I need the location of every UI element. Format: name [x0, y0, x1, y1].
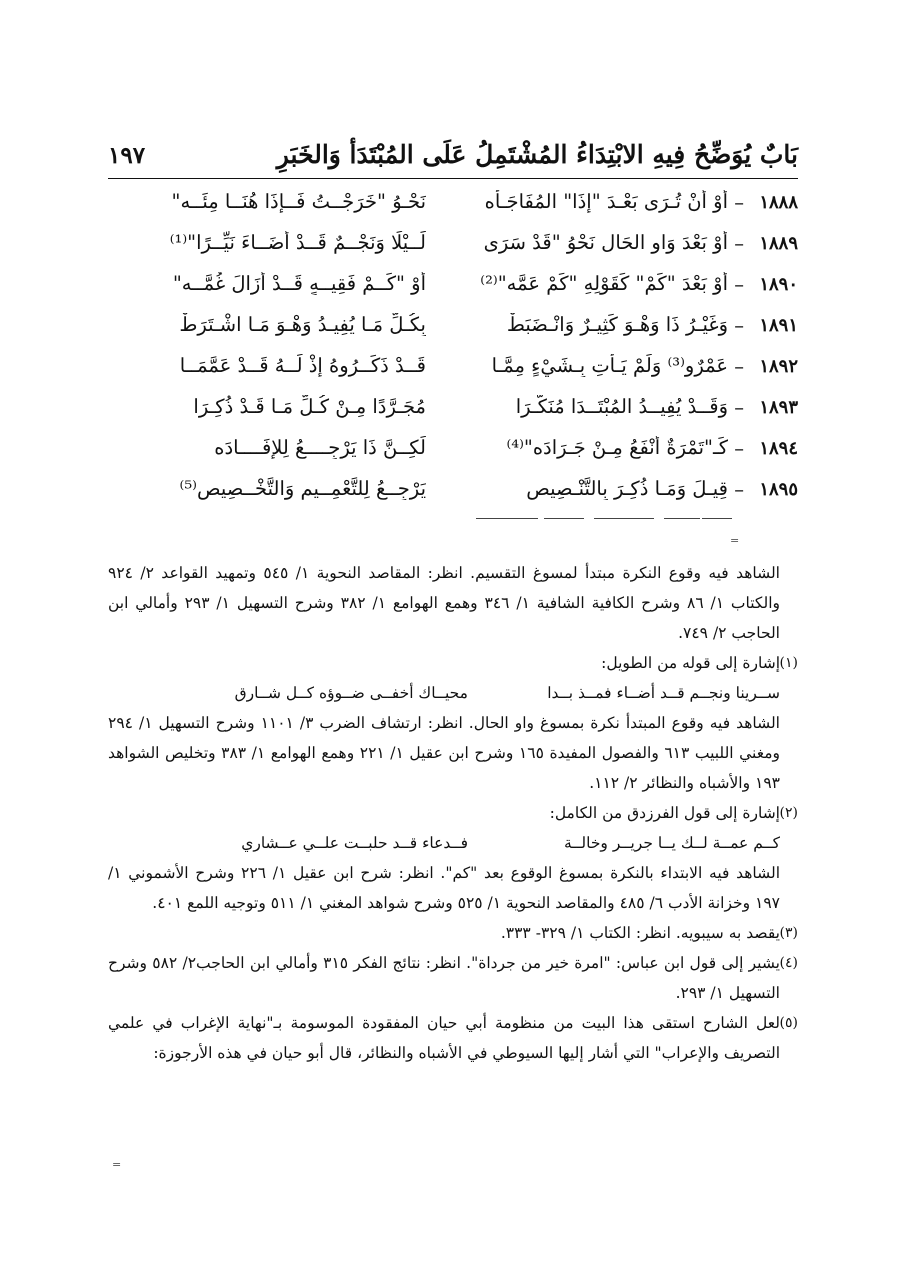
verse-first-hemistich: أَوْ أَنْ تُـرَى بَعْـدَ "إِذَا" المُفَاجَـأَه — [484, 190, 728, 213]
verse-number: ١٨٩٣ — [759, 397, 798, 418]
footnote-text: يشير إلى قول ابن عباس: "امرة خير من جرداة". انظر: نتائج الفكر ٣١٥ وأمالي ابن الحاجب٢/ ٥٨٢ وشرح التسهيل ١/ ٢٩٣. — [108, 954, 780, 1002]
footnote-poem — [108, 828, 798, 858]
footnote-2-body — [108, 858, 798, 918]
separator-segment — [476, 518, 538, 519]
verse-first-hemistich: كَـ"تَمْرَةٌ أَنْفَعُ مِـنْ جَـرَادَه"⁽⁴⁾ — [506, 436, 728, 459]
footnote-number: (٢) — [779, 805, 798, 821]
footnote-text: يقصد به سيبويه. انظر: الكتاب ١/ ٣٢٩- ٣٣٣. — [500, 924, 780, 942]
verse-dash: – — [734, 437, 744, 460]
verse-second-hemistich: بِكُـلِّ مَـا يُفِيـدُ وَهْـوَ مَـا اشْـتَرَطْ — [179, 313, 426, 336]
footnote-1 — [108, 648, 798, 678]
verse-second-hemistich: نَحْـوُ "خَرَجْــتُ فَــإِذَا هُنَــا مِئَــه" — [171, 190, 426, 213]
poem-second-hemistich: محيــاك أخفــى ضــوؤه كــل شــارق — [234, 684, 468, 702]
verse-number: ١٨٨٨ — [759, 192, 798, 213]
page-number: ١٩٧ — [108, 142, 146, 169]
footnote-continuation — [108, 558, 798, 648]
verse-number: ١٨٩٥ — [759, 479, 798, 500]
footnote-number: (١) — [779, 655, 798, 671]
footnote-2 — [108, 798, 798, 828]
footnote-text: الشاهد فيه وقوع النكرة مبتدأ لمسوغ التقسيم. انظر: المقاصد النحوية ١/ ٥٤٥ وتمهيد القواعد ٢/ ٩٢٤ والكتاب ١/ ٨٦ وشرح الكافية الشافية ١/ ٣٤٦ وهمع الهوامع ١/ ٣٨٢ وشرح التسهيل ١/ ٢٩٣ وأمالي ابن الحاجب ٢/ ٧٤٩. — [108, 564, 780, 642]
poem-first-hemistich: ســرينا ونجــم قــد أضــاء فمــذ بــدا — [547, 684, 780, 702]
verse-number: ١٨٩٠ — [759, 274, 798, 295]
verse-first-hemistich: وَقَــدْ يُفِيــدُ المُبْتَــدَا مُنَكَّـرَا — [515, 395, 728, 418]
verse-dash: – — [734, 273, 744, 296]
verse-second-hemistich: يَرْجِــعُ لِلتَّعْمِــيمِ وَالتَّخْــصِيصِ⁽⁵⁾ — [179, 477, 426, 500]
separator-segment — [664, 518, 700, 519]
verse-line — [108, 268, 798, 309]
verse-first-hemistich: قِيـلَ وَمَـا ذُكِـرَ بِالتَّنْـصِيصِ — [526, 477, 728, 500]
verse-dash: – — [734, 355, 744, 378]
footnote-1-body — [108, 708, 798, 798]
running-header — [108, 140, 798, 180]
verse-line — [108, 350, 798, 391]
footnote-number: (٥) — [779, 1015, 798, 1031]
separator-segment — [544, 518, 584, 519]
verse-first-hemistich: وَغَيْـرُ ذَا وَهْـوَ كَثِيـرٌ وَانْـضَبَطْ — [506, 313, 728, 336]
footnotes — [108, 558, 798, 1068]
poem-first-hemistich: كــم عمــة لــك يــا جريــر وخالــة — [564, 834, 780, 852]
footnote-text: لعل الشارح استقى هذا البيت من منظومة أبي حيان المفقودة الموسومة بـ"نهاية الإغراب في علمي التصريف والإعراب" التي أشار إليها السيوطي في الأشباه والنظائر، قال أبو حيان في هذه الأرجوزة: — [108, 1014, 780, 1062]
verse-dash: – — [734, 314, 744, 337]
footnote-poem — [108, 678, 798, 708]
verse-second-hemistich: أَوْ "كَــمْ فَقِيــهٍ قَــدْ أَزَالَ غُمَّــه" — [172, 272, 426, 295]
verse-line — [108, 432, 798, 473]
verse-first-hemistich: أَوْ بَعْدَ "كَمْ" كَقَوْلِهِ "كَمْ عَمَّه"⁽²⁾ — [480, 272, 728, 295]
verse-line — [108, 473, 798, 514]
verse-line — [108, 391, 798, 432]
footnote-5 — [108, 1008, 798, 1068]
poem-second-hemistich: فــدعاء قــد حلبــت علــي عــشاري — [241, 834, 468, 852]
footnote-3 — [108, 918, 798, 948]
verse-dash: – — [734, 396, 744, 419]
footnote-intro: إشارة إلى قوله من الطويل: — [601, 654, 780, 672]
verse-line — [108, 309, 798, 350]
separator-segment — [702, 518, 732, 519]
verse-second-hemistich: لَكِــنَّ ذَا يَرْجِــــعُ لِلإِفَــــادَه — [214, 436, 426, 459]
verse-line — [108, 227, 798, 268]
margin-mark: = — [730, 534, 740, 547]
verse-second-hemistich: قَــدْ ذَكَــرُوهُ إِذْ لَــهُ قَــدْ عَمَّمَــا — [179, 354, 426, 377]
verse-first-hemistich: أَوْ بَعْدَ وَاوِ الحَالِ نَحْوُ "قَدْ سَرَى — [483, 231, 728, 254]
verse-number: ١٨٩٢ — [759, 356, 798, 377]
verse-line — [108, 186, 798, 227]
footnote-intro: إشارة إلى قول الفرزدق من الكامل: — [549, 804, 780, 822]
verse-second-hemistich: مُجَـرَّدًا مِـنْ كُـلِّ مَـا قَـدْ ذُكِـرَا — [193, 395, 426, 418]
verse-second-hemistich: لَــيْلًا وَنَجْــمٌ قَــدْ أَضَــاءَ نَيِّــرًا"⁽¹⁾ — [169, 231, 426, 254]
verse-first-hemistich: عَمْرٌو⁽³⁾ وَلَمْ يَـأْتِ بِـشَيْءٍ مِمَّـا — [491, 354, 728, 377]
verse-number: ١٨٩١ — [759, 315, 798, 336]
poem-verses — [108, 186, 798, 514]
verse-dash: – — [734, 232, 744, 255]
verse-number: ١٨٩٤ — [759, 438, 798, 459]
footnote-4 — [108, 948, 798, 1008]
separator-segment — [594, 518, 654, 519]
margin-mark: = — [112, 1158, 122, 1171]
footnote-text: الشاهد فيه وقوع المبتدأ نكرة بمسوغ واو الحال. انظر: ارتشاف الضرب ٣/ ١١٠١ وشرح التسهيل ١/ ٢٩٤ ومغني اللبيب ٦١٣ والفصول المفيدة ١٦٥ وشرح ابن عقيل ١/ ٢٢١ وهمع الهوامع ١/ ٣٨٣ وتخليص الشواهد ١٩٣ والأشباه والنظائر ٢/ ١١٢. — [108, 714, 780, 792]
footnote-number: (٤) — [779, 955, 798, 971]
header-rule — [108, 178, 798, 179]
verse-dash: – — [734, 478, 744, 501]
verse-dash: – — [734, 191, 744, 214]
footnote-text: الشاهد فيه الابتداء بالنكرة بمسوغ الوقوع بعد "كم". انظر: شرح ابن عقيل ١/ ٢٢٦ وشرح الأشموني ١/ ١٩٧ وخزانة الأدب ٦/ ٤٨٥ والمقاصد النحوية ١/ ٥٢٥ وشرح شواهد المغني ١/ ٥١١ وتوجيه اللمع ٤٠١. — [108, 864, 780, 912]
verse-number: ١٨٨٩ — [759, 233, 798, 254]
footnote-separator — [476, 518, 732, 522]
footnote-number: (٣) — [779, 925, 798, 941]
chapter-title: بَابٌ يُوَضِّحُ فِيهِ الابْتِدَاءُ المُشْتَمِلُ عَلَى المُبْتَدَأ وَالخَبَرِ — [276, 140, 798, 169]
